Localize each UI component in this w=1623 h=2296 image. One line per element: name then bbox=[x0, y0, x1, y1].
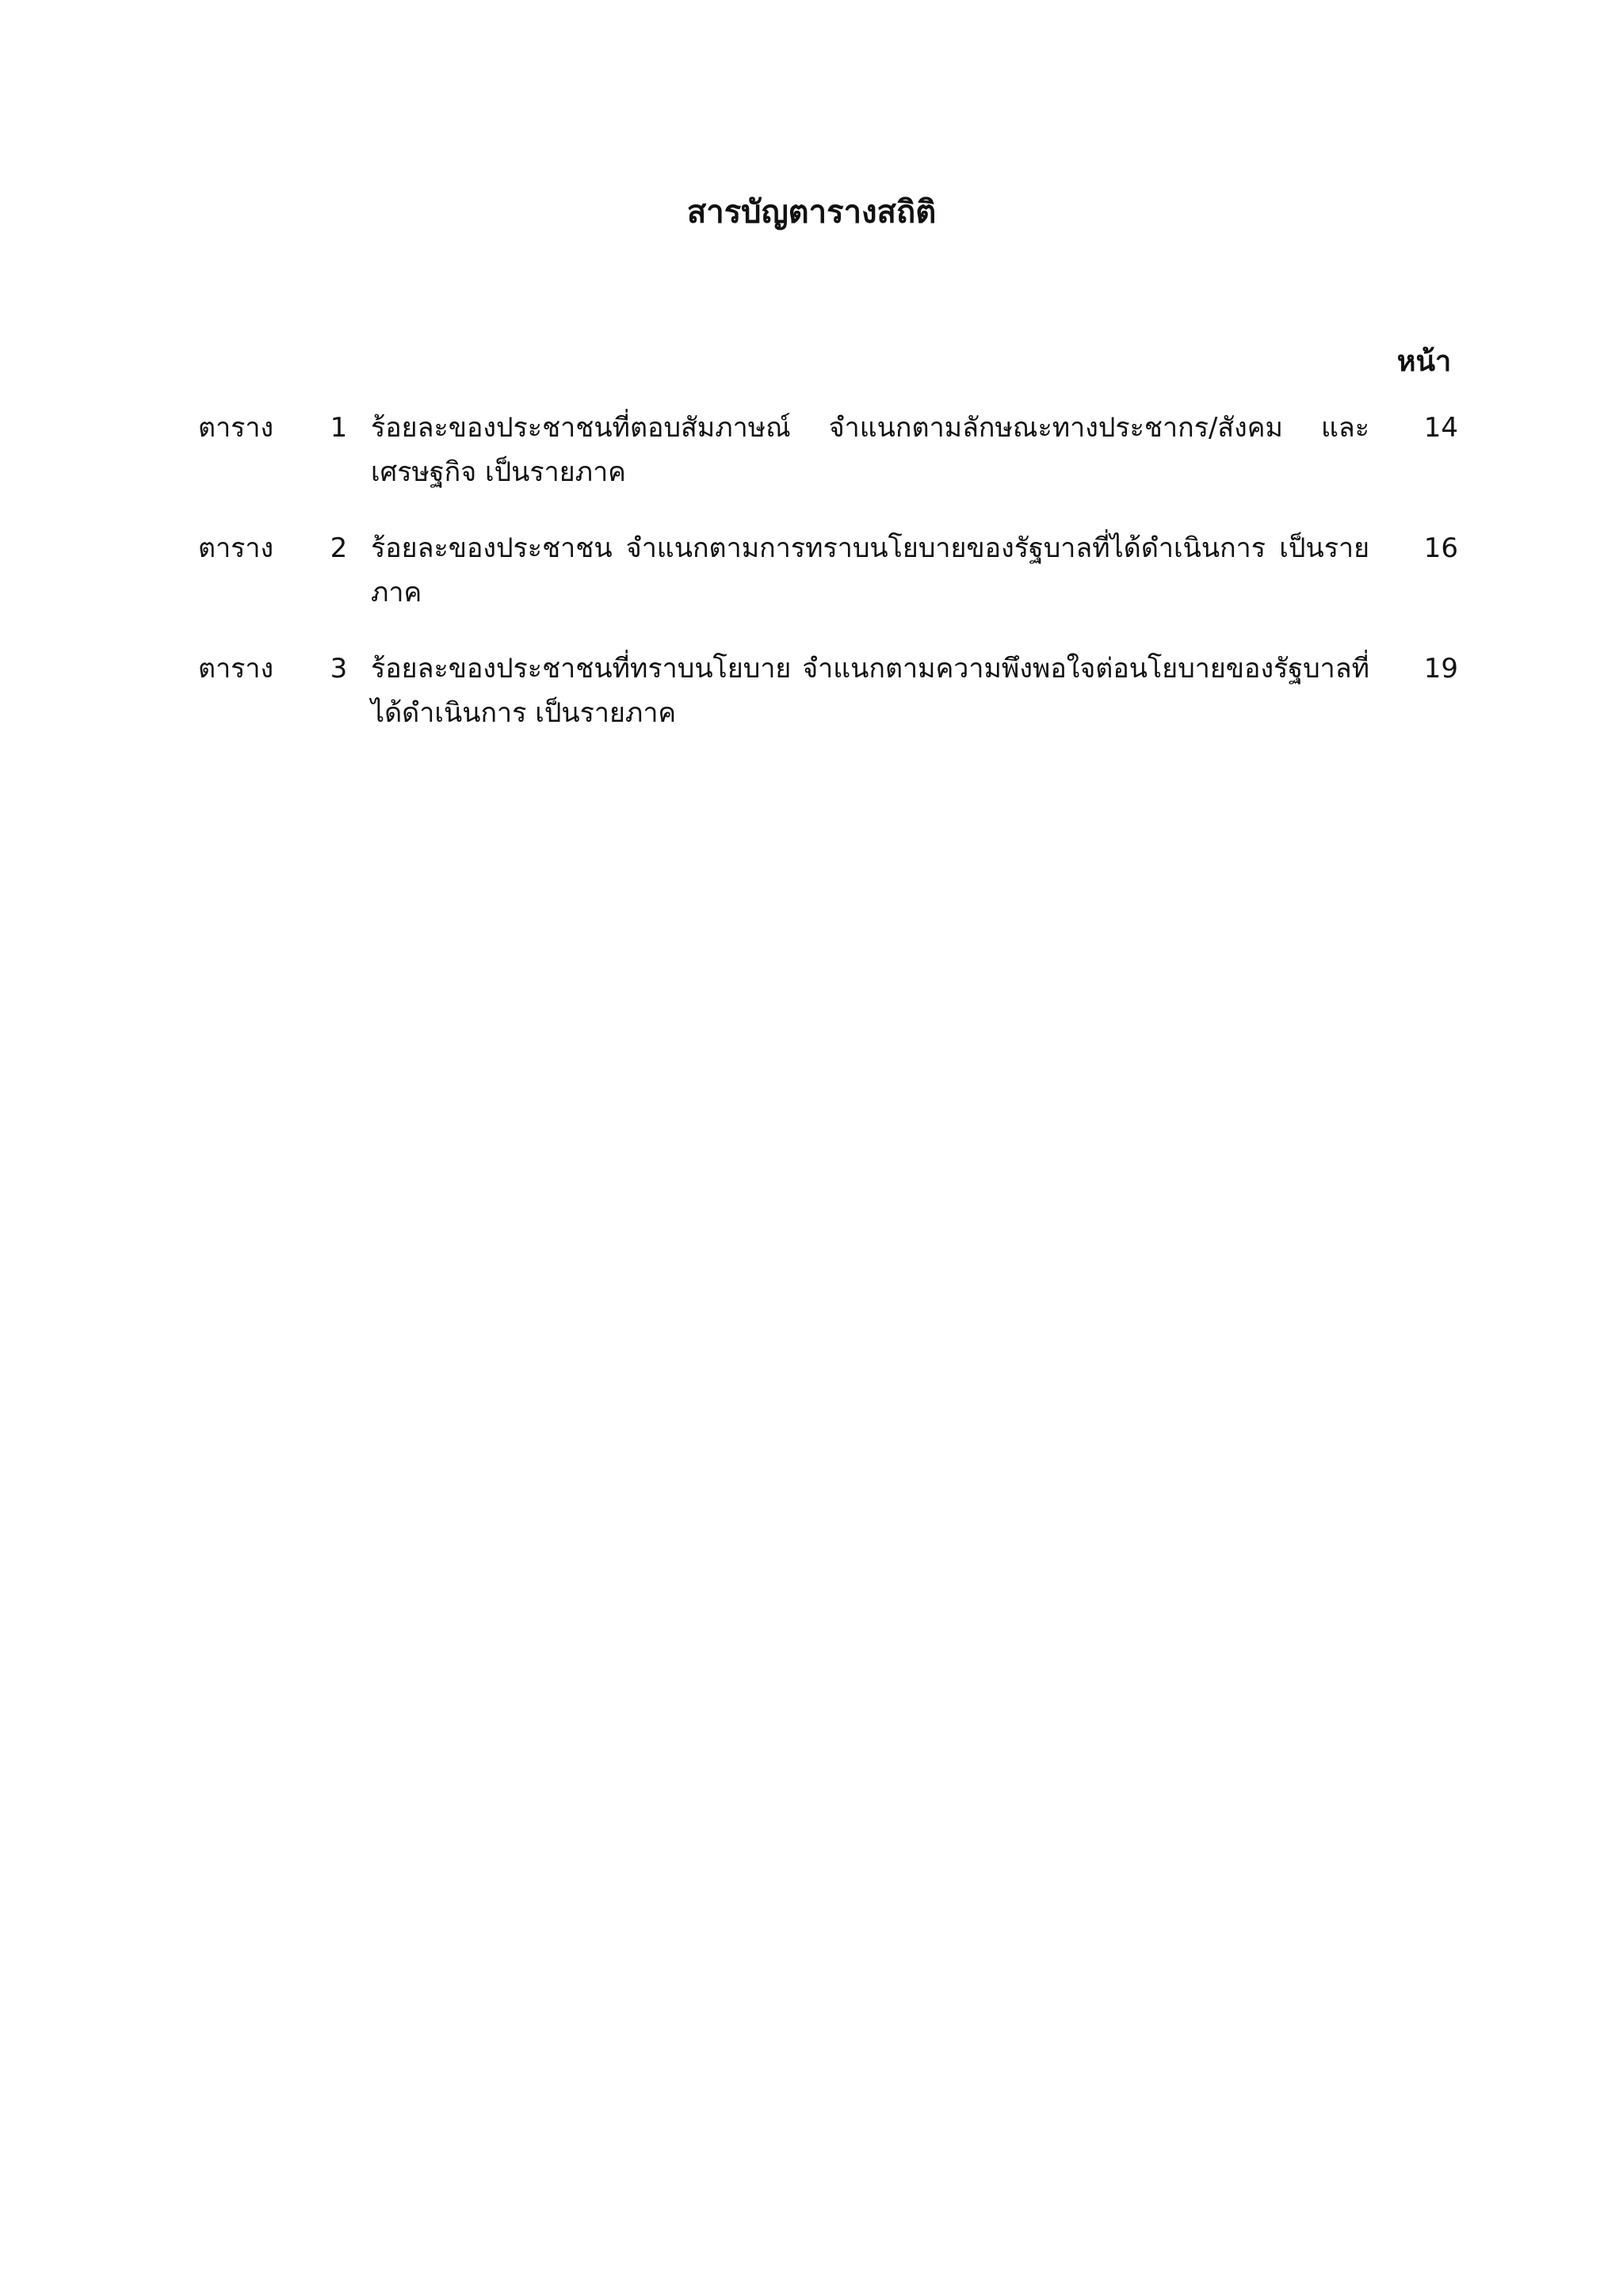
toc-entry-page: 19 bbox=[1423, 653, 1458, 685]
toc-entry-page: 16 bbox=[1423, 532, 1458, 564]
page-title: สารบัญตารางสถิติ bbox=[686, 194, 937, 231]
toc-entry-label: ตาราง bbox=[198, 532, 274, 564]
toc-entry[interactable] bbox=[198, 406, 1466, 494]
toc-entry-text: ร้อยละของประชาชนที่ทราบนโยบาย จำแนกตามความพึงพอใจต่อนโยบายของรัฐบาลที่ได้ดำเนินการ เป็นรายภาค bbox=[371, 653, 1369, 729]
toc-entry-page: 14 bbox=[1423, 412, 1458, 444]
page-column-header: หน้า bbox=[1396, 345, 1452, 378]
toc-entry[interactable] bbox=[198, 526, 1466, 615]
toc-entry-label: ตาราง bbox=[198, 653, 274, 685]
toc-entry-text: ร้อยละของประชาชน จำแนกตามการทราบนโยบายของรัฐบาลที่ได้ดำเนินการ เป็นรายภาค bbox=[371, 532, 1369, 608]
toc-entry-number: 2 bbox=[330, 532, 348, 564]
toc-entry-number: 1 bbox=[330, 412, 348, 444]
toc-entry-number: 3 bbox=[330, 653, 348, 685]
toc-entry-label: ตาราง bbox=[198, 412, 274, 444]
toc-entry[interactable] bbox=[198, 646, 1466, 735]
toc-entry-text: ร้อยละของประชาชนที่ตอบสัมภาษณ์ จำแนกตามลักษณะทางประชากร/สังคม และเศรษฐกิจ เป็นรายภาค bbox=[371, 412, 1369, 488]
table-of-contents bbox=[198, 406, 1466, 767]
